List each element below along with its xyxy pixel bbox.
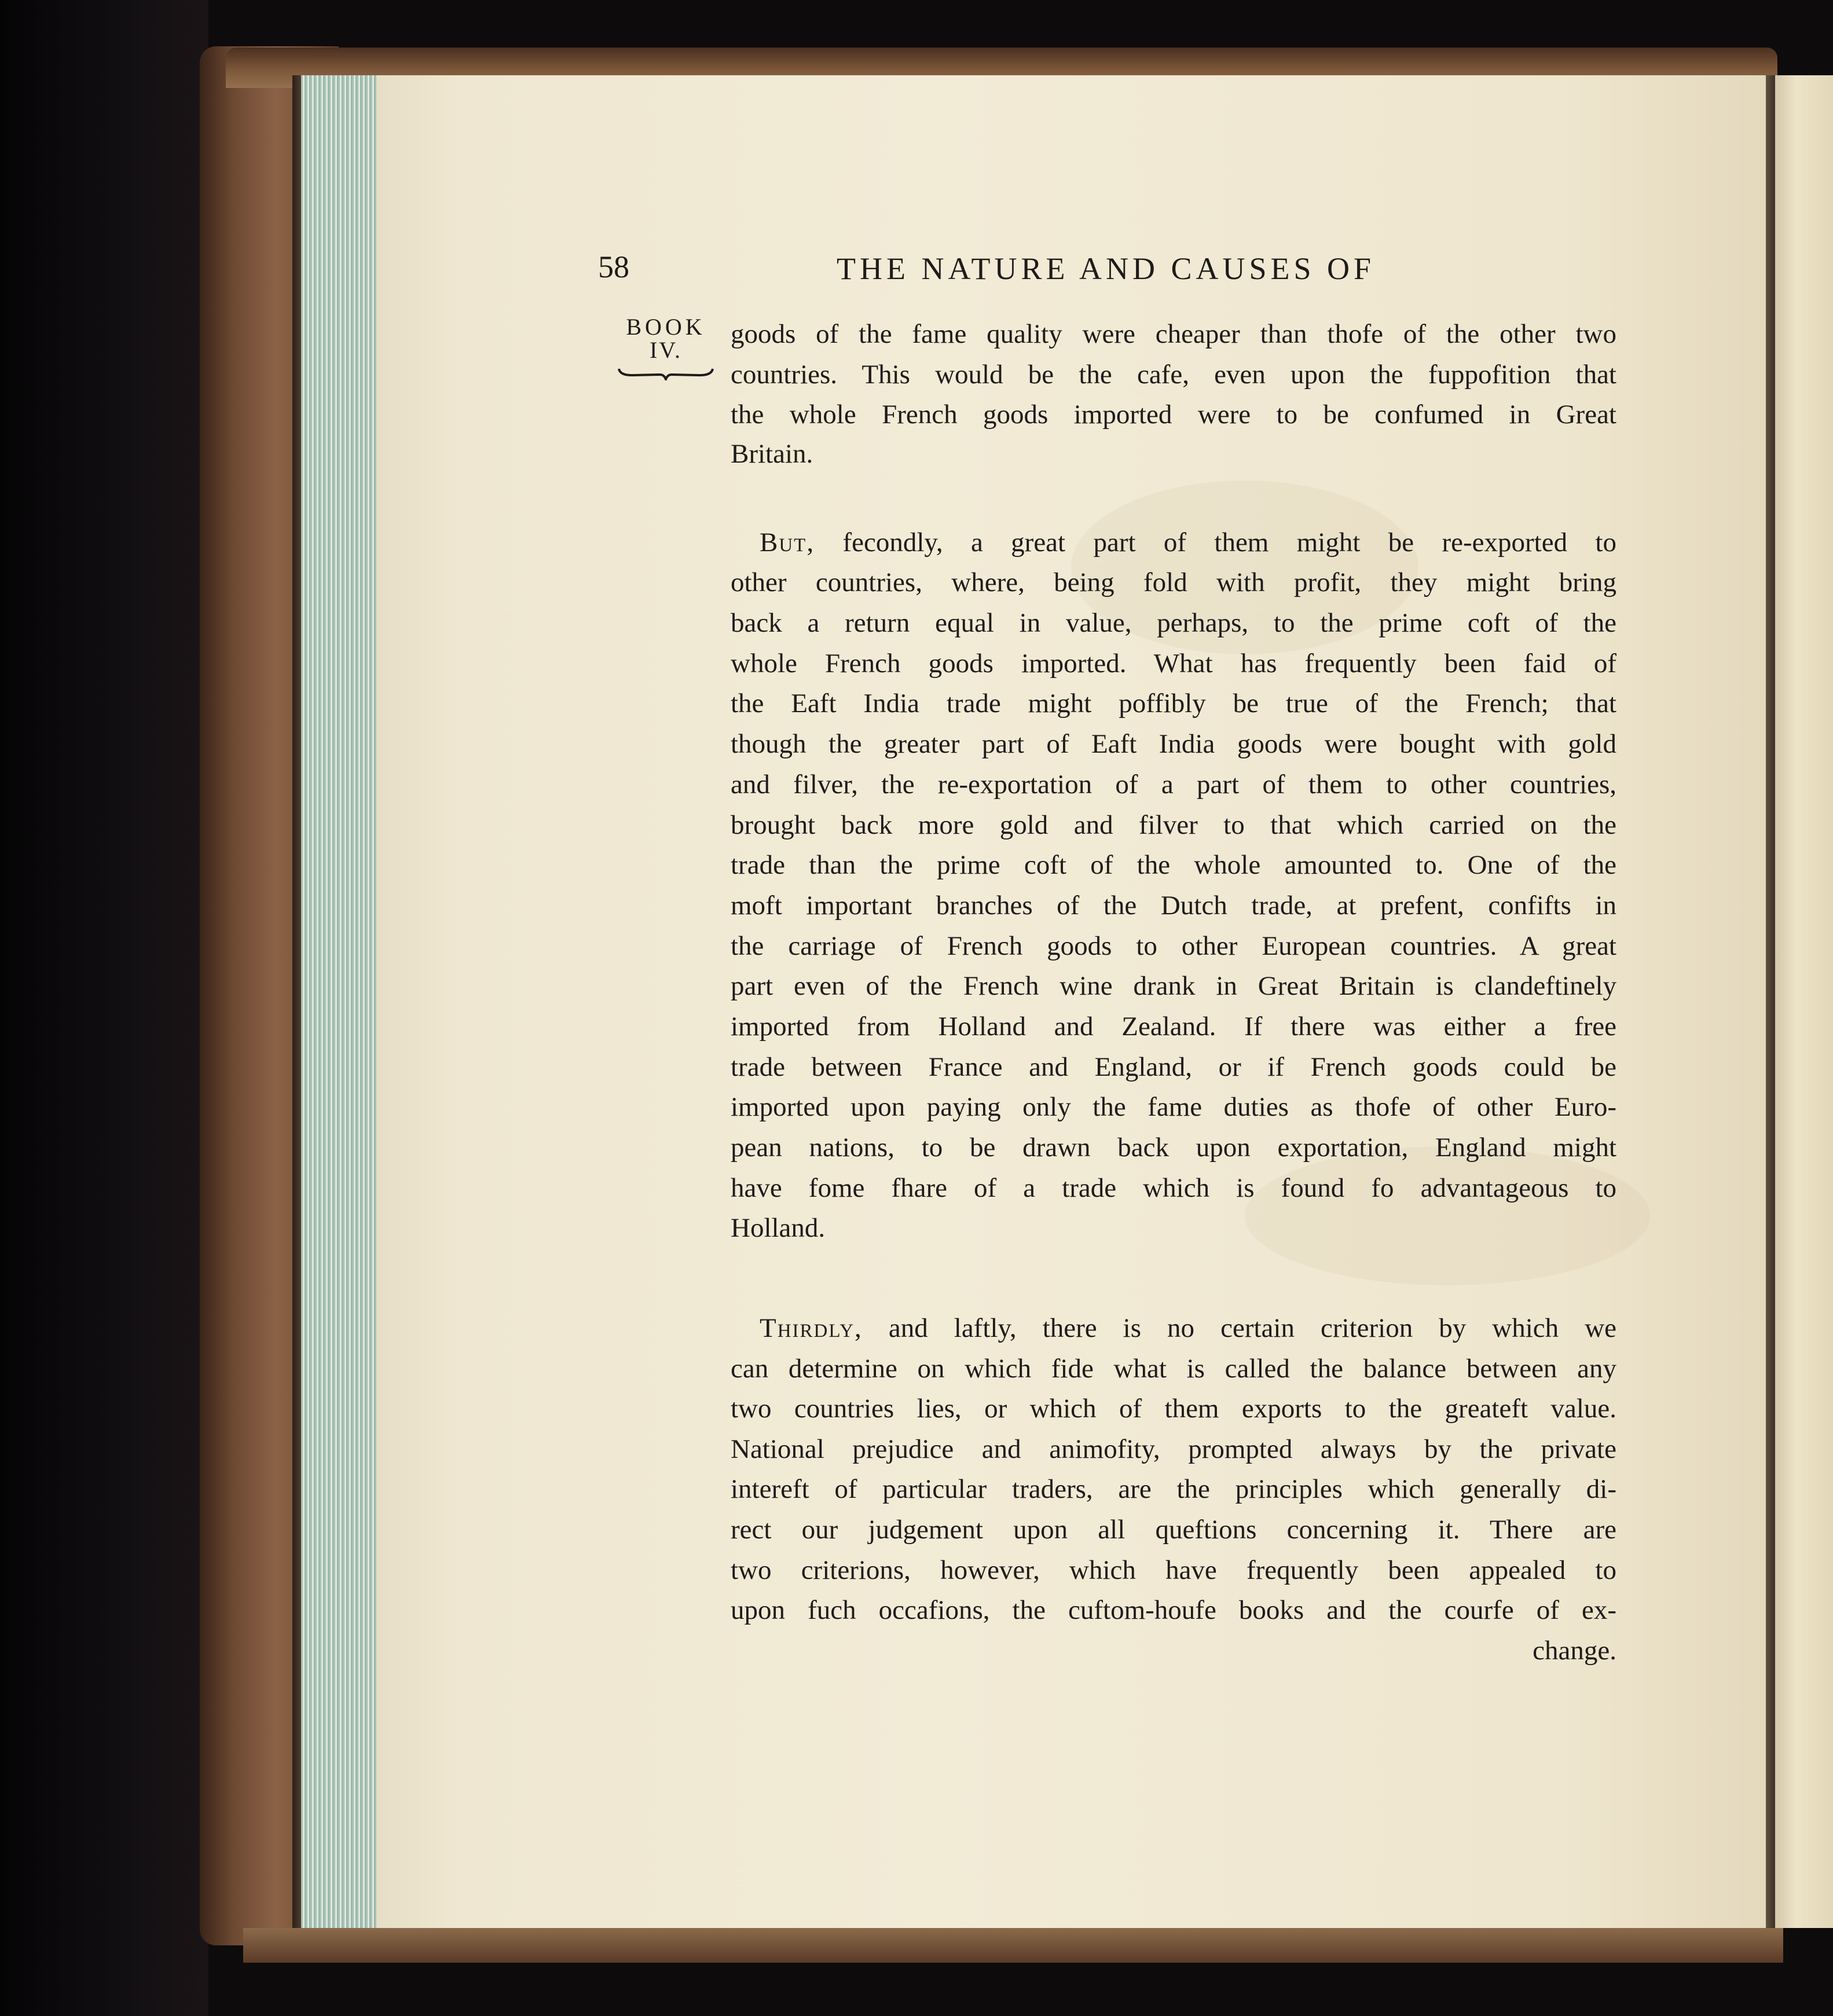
paragraph-lead: Thirdly, (760, 1313, 863, 1343)
paragraph-lead: But, (760, 527, 815, 558)
background-dark (0, 0, 208, 2016)
text-line: two countries lies, or which of them exports to the greateft value. (731, 1394, 1616, 1424)
text-line: imported upon paying only the fame duties as thofe of other Euro- (731, 1092, 1616, 1122)
text-line: change. (1533, 1636, 1616, 1666)
text-line (731, 1310, 1616, 1347)
text-line: whole French goods imported. What has frequently been faid of (731, 648, 1616, 679)
text-line: moft important branches of the Dutch trade, at prefent, confifts in (731, 890, 1616, 921)
text-line-rest: and laftly, there is no certain criterion by which we (888, 1313, 1616, 1343)
text-line: trade between France and England, or if French goods could be (731, 1052, 1616, 1082)
facing-page-edge (1772, 75, 1833, 1928)
margin-book-label: BOOK (626, 314, 706, 340)
text-line: the whole French goods imported were to be confumed in Great (731, 399, 1616, 430)
text-line: the Eaft India trade might poffibly be true of the French; that (731, 688, 1616, 719)
book-cover-bottom (243, 1928, 1783, 1963)
text-line: intereft of particular traders, are the principles which generally di- (731, 1474, 1616, 1504)
text-line (731, 524, 1616, 561)
page-block-edges (301, 75, 376, 1928)
text-line: upon fuch occafions, the cuftom-houfe books and the courfe of ex- (731, 1595, 1616, 1625)
text-line-rest: fecondly, a great part of them might be re-exported to (842, 527, 1616, 558)
text-line: Britain. (731, 439, 813, 469)
text-line: part even of the French wine drank in Great Britain is clandeftinely (731, 971, 1616, 1001)
text-line: rect our judgement upon all queftions concerning it. There are (731, 1515, 1616, 1545)
text-line: imported from Holland and Zealand. If there was either a free (731, 1011, 1616, 1042)
text-line: have fome fhare of a trade which is found fo advantageous to (731, 1173, 1616, 1203)
running-title: THE NATURE AND CAUSES OF (837, 251, 1376, 286)
page-number: 58 (598, 250, 629, 284)
brace-ornament-icon (617, 365, 715, 380)
margin-note (614, 316, 718, 380)
text-line: the carriage of French goods to other European countries. A great (731, 931, 1616, 961)
text-line: can determine on which fide what is called the balance between any (731, 1354, 1616, 1384)
margin-volume-label: IV. (649, 337, 683, 363)
text-line: countries. This would be the cafe, even upon the fuppofition that (731, 360, 1616, 390)
text-line: trade than the prime coft of the whole amounted to. One of the (731, 850, 1616, 880)
text-line: Holland. (731, 1213, 826, 1243)
text-line: back a return equal in value, perhaps, to the prime coft of the (731, 608, 1616, 638)
text-line: brought back more gold and filver to that which carried on the (731, 810, 1616, 840)
text-line: other countries, where, being fold with profit, they might bring (731, 567, 1616, 598)
text-line: and filver, the re-exportation of a part of them to other countries, (731, 769, 1616, 800)
text-line: though the greater part of Eaft India goods were bought with gold (731, 729, 1616, 759)
text-line: goods of the fame quality were cheaper than thofe of the other two (731, 319, 1616, 349)
text-line: National prejudice and animofity, prompted always by the private (731, 1434, 1616, 1464)
text-line: two criterions, however, which have frequently been appealed to (731, 1555, 1616, 1585)
text-line: pean nations, to be drawn back upon exportation, England might (731, 1132, 1616, 1163)
